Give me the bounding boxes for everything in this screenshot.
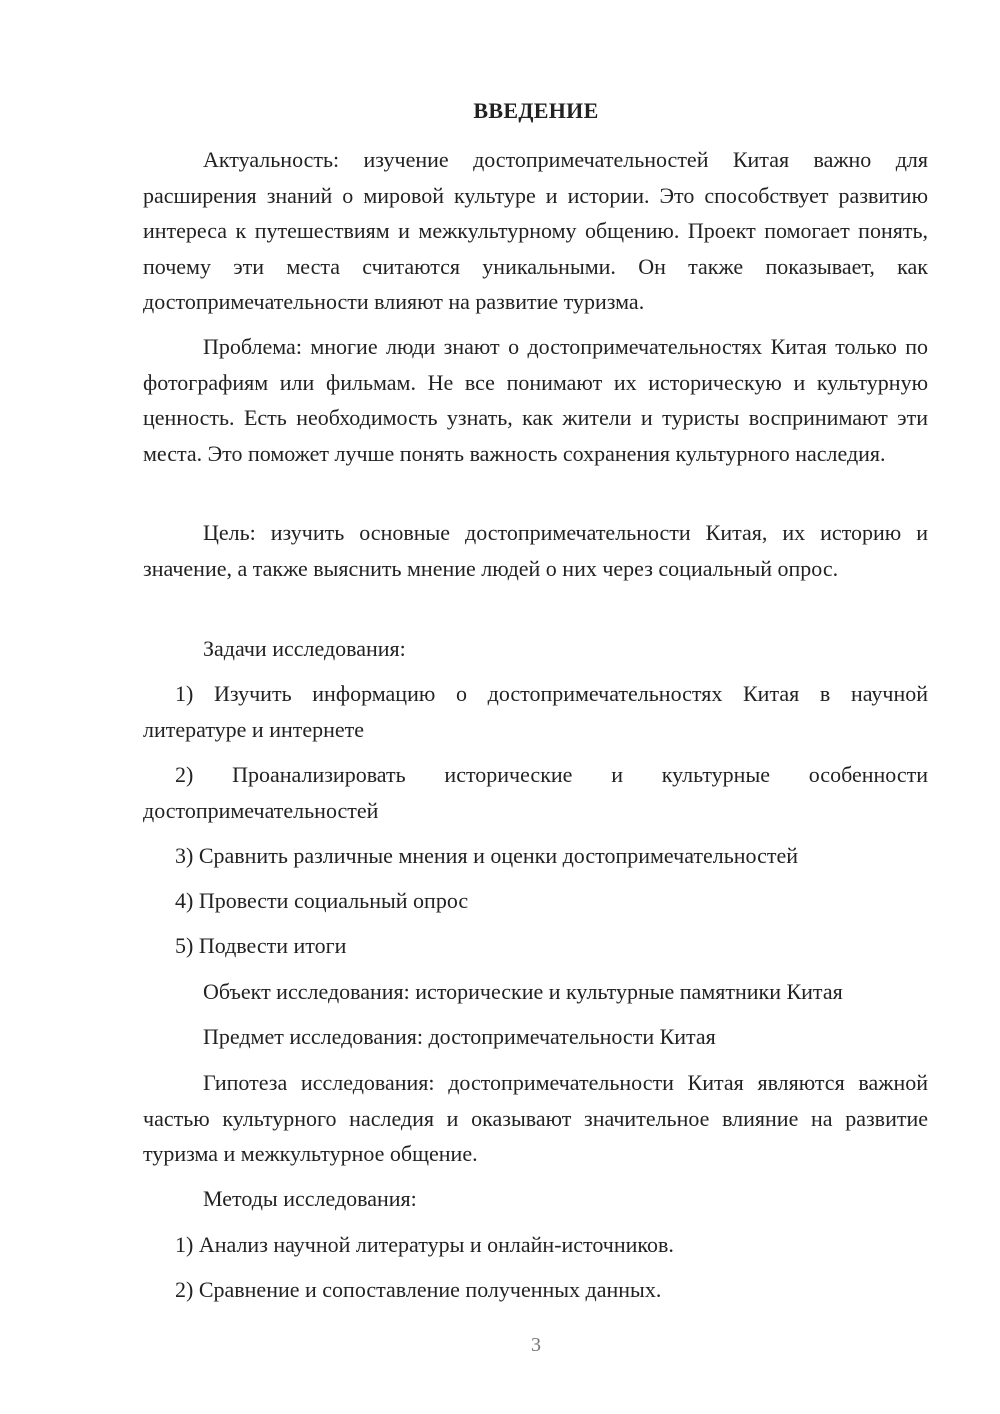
methods-heading: Методы исследования: xyxy=(203,1186,417,1211)
page-number: 3 xyxy=(531,1334,541,1356)
method-item-1: 1) Анализ научной литературы и онлайн-источников. xyxy=(175,1232,674,1257)
task-item-5: 5) Подвести итоги xyxy=(175,933,347,958)
task-item-3: 3) Сравнить различные мнения и оценки достопримечательностей xyxy=(175,843,799,868)
paragraph-relevance: Актуальность: изучение достопримечательностей Китая важно для расширения знаний о мировой культуре и истории. Это способствует развитию интереса к путешествиям и межкультурному общению. Проект помогает понять, почему эти места считаются уникальными. Он также показывает, как достопримечательности влияют на развитие туризма. xyxy=(143,147,928,314)
research-subject: Предмет исследования: достопримечательности Китая xyxy=(203,1024,716,1049)
research-object: Объект исследования: исторические и культурные памятники Китая xyxy=(203,979,843,1004)
paragraph-problem: Проблема: многие люди знают о достопримечательностях Китая только по фотографиям или фильмам. Не все понимают их историческую и культурную ценность. Есть необходимость узнать, как жители и туристы воспринимают эти места. Это поможет лучше понять важность сохранения культурного наследия. xyxy=(143,334,928,466)
page-title: ВВЕДЕНИЕ xyxy=(473,98,599,123)
task-item-4: 4) Провести социальный опрос xyxy=(175,888,469,913)
method-item-2: 2) Сравнение и сопоставление полученных данных. xyxy=(175,1277,662,1302)
task-item-1: 1) Изучить информацию о достопримечательностях Китая в научной литературе и интернете xyxy=(143,681,928,742)
task-item-2: 2) Проанализировать исторические и культурные особенности достопримечательностей xyxy=(143,762,928,823)
paragraph-goal: Цель: изучить основные достопримечательности Китая, их историю и значение, а также выяснить мнение людей о них через социальный опрос. xyxy=(143,520,928,581)
tasks-heading: Задачи исследования: xyxy=(203,636,406,661)
research-hypothesis: Гипотеза исследования: достопримечательности Китая являются важной частью культурного наследия и оказывают значительное влияние на развитие туризма и межкультурное общение. xyxy=(143,1070,928,1166)
